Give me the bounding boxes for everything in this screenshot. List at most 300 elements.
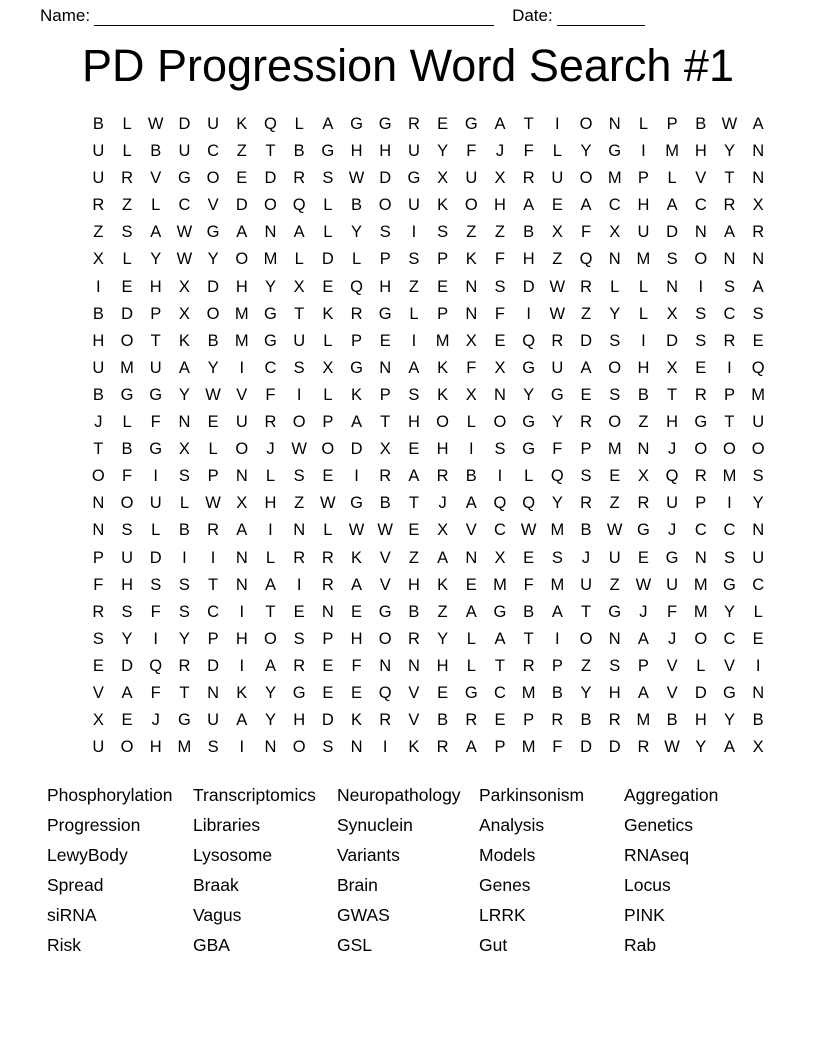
grid-letter[interactable]: S [121,521,133,540]
grid-letter[interactable]: H [436,440,449,459]
grid-letter[interactable]: I [153,467,159,486]
grid-letter[interactable]: T [179,683,190,702]
grid-letter[interactable]: E [437,683,449,702]
grid-letter[interactable]: L [179,494,189,513]
grid-letter[interactable]: I [239,602,245,621]
word-list-item[interactable]: Phosphorylation [47,785,173,805]
grid-letter[interactable]: H [149,738,162,757]
grid-letter[interactable]: U [465,169,478,188]
word-search-grid[interactable] [84,111,773,761]
grid-letter[interactable]: Y [523,385,535,404]
grid-letter[interactable]: N [752,683,765,702]
grid-letter[interactable]: U [637,223,650,242]
grid-letter[interactable]: Q [522,331,536,350]
grid-letter[interactable]: O [264,196,277,215]
grid-letter[interactable]: D [321,250,334,269]
grid-letter[interactable]: N [637,440,650,459]
grid-letter[interactable]: L [753,602,763,621]
grid-letter[interactable]: P [351,331,363,350]
grid-letter[interactable]: X [637,467,649,486]
grid-letter[interactable]: H [608,683,621,702]
grid-letter[interactable]: V [408,683,420,702]
grid-letter[interactable]: U [666,494,679,513]
word-list-item[interactable]: Lysosome [193,845,273,865]
grid-letter[interactable]: R [637,738,650,757]
grid-letter[interactable]: X [494,169,506,188]
grid-letter[interactable]: M [435,331,450,350]
grid-letter[interactable]: M [550,575,565,594]
grid-letter[interactable]: C [723,304,736,323]
grid-letter[interactable]: F [150,683,161,702]
grid-letter[interactable]: J [266,440,275,459]
grid-letter[interactable]: E [322,656,334,675]
grid-letter[interactable]: N [235,548,248,567]
grid-letter[interactable]: F [466,358,477,377]
grid-letter[interactable]: H [694,711,707,730]
grid-letter[interactable]: M [693,602,708,621]
grid-letter[interactable]: Q [522,494,536,513]
word-list-item[interactable]: Analysis [479,815,545,835]
grid-letter[interactable]: G [378,115,392,133]
grid-letter[interactable]: N [752,250,765,269]
grid-letter[interactable]: R [178,656,191,675]
grid-letter[interactable]: R [580,277,592,296]
grid-letter[interactable]: G [493,602,507,621]
grid-letter[interactable]: E [637,548,649,567]
grid-letter[interactable]: G [264,331,277,350]
grid-letter[interactable]: G [407,169,421,188]
grid-letter[interactable]: Y [580,683,592,702]
grid-letter[interactable]: G [464,683,478,702]
grid-letter[interactable]: D [608,738,621,757]
grid-letter[interactable]: Y [351,223,363,242]
grid-letter[interactable]: U [752,548,765,567]
grid-letter[interactable]: T [724,169,735,188]
grid-letter[interactable]: R [407,629,420,648]
grid-letter[interactable]: E [551,196,563,215]
grid-letter[interactable]: F [580,223,592,242]
grid-letter[interactable]: X [609,223,621,242]
grid-letter[interactable]: T [380,413,391,432]
grid-letter[interactable]: N [608,629,621,648]
grid-letter[interactable]: B [437,711,449,730]
grid-letter[interactable]: S [752,304,764,323]
grid-letter[interactable]: F [150,413,161,432]
grid-letter[interactable]: O [694,629,708,648]
grid-letter[interactable]: L [323,223,333,242]
grid-letter[interactable]: O [608,413,622,432]
grid-letter[interactable]: F [351,656,362,675]
grid-letter[interactable]: U [235,413,248,432]
grid-letter[interactable]: F [93,575,104,594]
grid-letter[interactable]: I [296,385,302,404]
grid-letter[interactable]: D [235,196,248,215]
grid-letter[interactable]: N [407,656,420,675]
grid-letter[interactable]: I [555,115,560,133]
grid-letter[interactable]: R [465,711,478,730]
grid-letter[interactable]: M [521,683,536,702]
grid-letter[interactable]: E [408,521,420,540]
grid-letter[interactable]: T [150,331,161,350]
grid-letter[interactable]: E [236,169,248,188]
grid-letter[interactable]: V [695,169,707,188]
grid-letter[interactable]: P [437,304,449,323]
grid-letter[interactable]: Y [723,602,735,621]
grid-letter[interactable]: H [407,413,420,432]
word-list-item[interactable]: Locus [624,875,671,895]
grid-letter[interactable]: O [378,629,392,648]
grid-letter[interactable]: R [407,115,420,133]
grid-letter[interactable]: E [322,277,334,296]
grid-letter[interactable]: R [551,711,564,730]
grid-letter[interactable]: O [579,169,593,188]
grid-letter[interactable]: V [92,683,104,702]
grid-letter[interactable]: H [149,277,162,296]
grid-letter[interactable]: V [666,656,678,675]
grid-letter[interactable]: F [523,142,534,161]
grid-letter[interactable]: S [609,331,621,350]
word-list-item[interactable]: RNAseq [624,845,690,865]
grid-letter[interactable]: D [666,223,679,242]
grid-letter[interactable]: C [723,521,736,540]
grid-letter[interactable]: K [465,250,477,269]
grid-letter[interactable]: A [723,738,735,757]
grid-letter[interactable]: U [293,331,306,350]
grid-letter[interactable]: Q [579,250,593,269]
grid-letter[interactable]: M [234,304,249,323]
grid-letter[interactable]: H [121,575,133,594]
grid-letter[interactable]: V [236,385,248,404]
grid-letter[interactable]: Z [580,656,592,675]
grid-letter[interactable]: A [523,196,535,215]
grid-letter[interactable]: U [407,142,420,161]
grid-letter[interactable]: V [666,683,678,702]
grid-letter[interactable]: N [752,521,765,540]
word-list-item[interactable]: Gut [479,935,508,955]
grid-letter[interactable]: F [667,602,678,621]
grid-letter[interactable]: T [294,304,305,323]
grid-letter[interactable]: L [122,115,132,133]
grid-letter[interactable]: U [92,738,105,757]
grid-letter[interactable]: Y [150,250,162,269]
grid-letter[interactable]: L [122,142,132,161]
grid-letter[interactable]: F [466,142,477,161]
grid-letter[interactable]: A [752,115,764,133]
grid-letter[interactable]: D [694,683,707,702]
grid-letter[interactable]: W [147,115,164,133]
grid-letter[interactable]: Z [552,250,563,269]
grid-letter[interactable]: J [581,548,591,567]
grid-letter[interactable]: R [92,196,105,215]
grid-letter[interactable]: S [580,467,592,486]
grid-letter[interactable]: E [437,115,449,133]
grid-letter[interactable]: Q [665,467,679,486]
grid-letter[interactable]: K [351,385,363,404]
grid-letter[interactable]: N [465,304,478,323]
grid-letter[interactable]: O [579,629,593,648]
grid-letter[interactable]: B [666,711,678,730]
grid-letter[interactable]: X [322,358,334,377]
grid-letter[interactable]: I [268,521,273,540]
grid-letter[interactable]: I [382,738,388,757]
grid-letter[interactable]: I [153,629,159,648]
grid-letter[interactable]: K [322,304,334,323]
grid-letter[interactable]: I [698,277,704,296]
grid-letter[interactable]: K [437,358,449,377]
grid-letter[interactable]: H [293,711,306,730]
grid-letter[interactable]: E [322,683,334,702]
grid-letter[interactable]: H [379,277,392,296]
grid-letter[interactable]: T [580,602,592,621]
grid-letter[interactable]: T [667,385,678,404]
grid-letter[interactable]: U [666,575,679,594]
grid-letter[interactable]: P [723,385,735,404]
grid-letter[interactable]: W [664,738,680,757]
word-list-item[interactable]: Models [479,845,536,865]
grid-letter[interactable]: X [92,711,104,730]
grid-letter[interactable]: U [121,548,133,567]
grid-letter[interactable]: Y [207,358,219,377]
grid-letter[interactable]: J [151,711,160,730]
grid-letter[interactable]: Q [378,683,392,702]
grid-letter[interactable]: E [379,331,391,350]
grid-letter[interactable]: P [580,440,592,459]
grid-letter[interactable]: P [150,304,162,323]
grid-letter[interactable]: U [92,142,105,161]
grid-letter[interactable]: X [437,521,449,540]
grid-letter[interactable]: N [92,521,105,540]
grid-letter[interactable]: D [379,169,392,188]
grid-letter[interactable]: D [121,304,133,323]
grid-letter[interactable]: S [92,629,104,648]
grid-letter[interactable]: N [264,223,277,242]
grid-letter[interactable]: O [751,440,765,459]
grid-letter[interactable]: U [92,358,105,377]
grid-letter[interactable]: U [551,358,564,377]
grid-letter[interactable]: S [551,548,563,567]
word-list-item[interactable]: GBA [193,935,230,955]
grid-letter[interactable]: B [408,602,420,621]
grid-letter[interactable]: Z [494,223,506,242]
grid-letter[interactable]: M [607,440,622,459]
grid-letter[interactable]: U [207,115,220,133]
grid-letter[interactable]: R [293,656,306,675]
grid-letter[interactable]: L [638,277,648,296]
grid-letter[interactable]: U [92,169,105,188]
grid-letter[interactable]: D [178,115,191,133]
grid-letter[interactable]: G [522,358,536,377]
grid-letter[interactable]: H [350,142,363,161]
grid-letter[interactable]: A [752,277,764,296]
grid-letter[interactable]: G [149,440,163,459]
grid-letter[interactable]: S [178,602,190,621]
grid-letter[interactable]: A [494,115,506,133]
grid-letter[interactable]: L [667,169,677,188]
grid-letter[interactable]: B [121,440,133,459]
grid-letter[interactable]: H [235,277,248,296]
grid-letter[interactable]: F [150,602,161,621]
grid-letter[interactable]: P [379,385,391,404]
grid-letter[interactable]: X [236,494,248,513]
grid-letter[interactable]: R [580,494,592,513]
grid-letter[interactable]: G [378,602,392,621]
grid-letter[interactable]: I [641,142,646,161]
grid-letter[interactable]: K [437,385,449,404]
grid-letter[interactable]: O [206,304,220,323]
grid-letter[interactable]: N [350,738,363,757]
grid-letter[interactable]: K [351,711,363,730]
grid-letter[interactable]: E [293,602,305,621]
grid-letter[interactable]: W [721,115,738,133]
grid-letter[interactable]: A [666,196,678,215]
grid-letter[interactable]: J [94,413,103,432]
grid-letter[interactable]: V [379,575,391,594]
grid-letter[interactable]: I [555,629,560,648]
grid-letter[interactable]: C [608,196,621,215]
grid-letter[interactable]: E [523,548,535,567]
grid-letter[interactable]: W [348,169,365,188]
grid-letter[interactable]: F [523,575,534,594]
grid-letter[interactable]: T [408,494,419,513]
grid-letter[interactable]: R [379,711,392,730]
grid-letter[interactable]: H [264,494,277,513]
grid-letter[interactable]: C [694,196,707,215]
grid-letter[interactable]: R [522,656,535,675]
grid-letter[interactable]: G [120,385,134,404]
grid-letter[interactable]: P [551,656,563,675]
grid-letter[interactable]: O [464,196,478,215]
grid-letter[interactable]: N [264,738,277,757]
grid-letter[interactable]: G [378,304,392,323]
grid-letter[interactable]: D [666,331,679,350]
grid-letter[interactable]: M [665,142,679,161]
grid-letter[interactable]: U [752,413,765,432]
grid-letter[interactable]: Y [723,711,735,730]
grid-letter[interactable]: T [523,115,534,133]
grid-letter[interactable]: E [580,385,592,404]
grid-letter[interactable]: K [408,738,420,757]
grid-letter[interactable]: L [265,467,276,486]
grid-letter[interactable]: G [350,115,363,133]
grid-letter[interactable]: B [523,223,535,242]
grid-letter[interactable]: L [208,440,218,459]
grid-letter[interactable]: R [436,738,449,757]
grid-letter[interactable]: L [323,521,333,540]
grid-letter[interactable]: A [637,629,649,648]
grid-letter[interactable]: V [723,656,735,675]
grid-letter[interactable]: Z [437,602,448,621]
grid-letter[interactable]: J [438,494,447,513]
grid-letter[interactable]: S [121,602,133,621]
grid-letter[interactable]: C [207,142,220,161]
grid-letter[interactable]: G [608,142,622,161]
grid-letter[interactable]: S [494,440,506,459]
grid-letter[interactable]: S [178,575,190,594]
grid-letter[interactable]: N [235,467,248,486]
grid-letter[interactable]: I [182,548,187,567]
grid-letter[interactable]: I [411,331,417,350]
grid-letter[interactable]: O [694,440,708,459]
grid-letter[interactable]: Z [236,142,247,161]
grid-letter[interactable]: D [522,277,535,296]
grid-letter[interactable]: Y [264,277,276,296]
grid-letter[interactable]: R [608,711,621,730]
grid-letter[interactable]: I [239,656,245,675]
grid-letter[interactable]: W [606,521,623,540]
word-list-item[interactable]: Neuropathology [337,785,461,805]
grid-letter[interactable]: G [522,413,536,432]
word-list-item[interactable]: Variants [337,845,400,865]
grid-letter[interactable]: I [526,304,531,323]
grid-letter[interactable]: E [351,602,363,621]
grid-letter[interactable]: G [636,521,650,540]
grid-letter[interactable]: B [379,494,391,513]
grid-letter[interactable]: W [348,521,365,540]
grid-letter[interactable]: N [92,494,105,513]
grid-letter[interactable]: Y [264,711,276,730]
grid-letter[interactable]: L [466,413,476,432]
grid-letter[interactable]: T [208,575,219,594]
grid-letter[interactable]: I [239,738,245,757]
grid-letter[interactable]: N [694,223,707,242]
grid-letter[interactable]: E [408,440,420,459]
grid-letter[interactable]: K [437,575,449,594]
grid-letter[interactable]: J [495,142,505,161]
grid-letter[interactable]: D [264,169,277,188]
grid-letter[interactable]: N [465,548,478,567]
grid-letter[interactable]: L [696,656,706,675]
grid-letter[interactable]: H [694,142,707,161]
grid-letter[interactable]: N [321,602,334,621]
grid-letter[interactable]: I [641,331,646,350]
grid-letter[interactable]: L [524,467,534,486]
grid-letter[interactable]: Y [723,142,735,161]
grid-letter[interactable]: N [752,142,765,161]
grid-letter[interactable]: E [752,331,764,350]
grid-letter[interactable]: F [552,440,563,459]
grid-letter[interactable]: R [293,548,306,567]
grid-letter[interactable]: V [150,169,162,188]
grid-letter[interactable]: S [695,304,707,323]
grid-letter[interactable]: B [92,304,104,323]
grid-letter[interactable]: Y [752,494,764,513]
grid-letter[interactable]: V [379,548,391,567]
grid-letter[interactable]: R [207,521,220,540]
grid-letter[interactable]: P [523,711,535,730]
grid-letter[interactable]: S [293,358,305,377]
grid-letter[interactable]: V [207,196,219,215]
grid-letter[interactable]: X [494,358,506,377]
grid-letter[interactable]: I [727,494,732,513]
grid-letter[interactable]: U [580,575,592,594]
grid-letter[interactable]: D [350,440,363,459]
grid-letter[interactable]: A [322,115,334,133]
grid-letter[interactable]: B [551,683,563,702]
grid-letter[interactable]: O [378,196,392,215]
word-list-item[interactable]: Rab [624,935,657,955]
grid-letter[interactable]: W [176,250,193,269]
grid-letter[interactable]: F [265,385,276,404]
grid-letter[interactable]: H [379,142,392,161]
grid-letter[interactable]: A [408,358,420,377]
grid-letter[interactable]: A [293,223,305,242]
grid-letter[interactable]: O [493,413,507,432]
grid-letter[interactable]: N [379,656,392,675]
grid-letter[interactable]: X [666,304,678,323]
grid-letter[interactable]: R [522,169,535,188]
grid-letter[interactable]: S [207,738,219,757]
grid-letter[interactable]: A [236,711,248,730]
